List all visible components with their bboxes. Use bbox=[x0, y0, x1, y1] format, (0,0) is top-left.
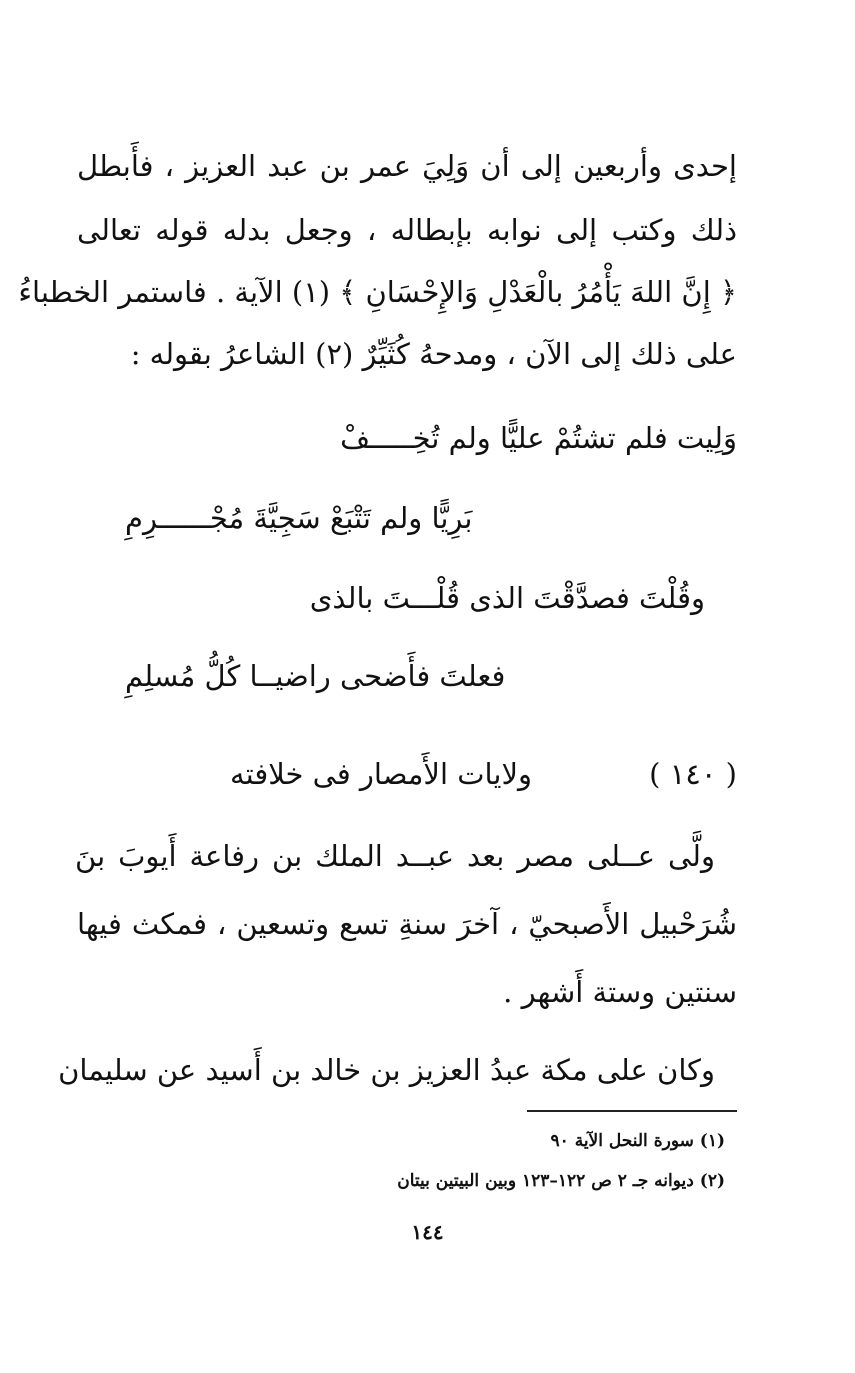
section-number: ( ١٤٠ ) bbox=[649, 757, 737, 791]
para1-line-4: على ذلك إلى الآن ، ومدحهُ كُثَيِّرٌ (٢) الشاعرُ بقوله : bbox=[130, 337, 737, 371]
para2-line-2: شُرَحْبيل الأَصبحيّ ، آخرَ سنةِ تسع وتسعين ، فمكث فيها bbox=[77, 907, 737, 941]
para2-line-3: سنتين وستة أَشهر . bbox=[503, 975, 737, 1009]
para1-line-1: إحدى وأربعين إلى أن وَلِيَ عمر بن عبد العزيز ، فأَبطل bbox=[77, 149, 737, 183]
footnote-1: (١) سورة النحل الآية ٩٠ bbox=[550, 1131, 725, 1151]
para2-line-1: ولَّى عــلى مصر بعد عبــد الملك بن رفاعة أَيوبَ بنَ bbox=[75, 839, 715, 873]
para3-line-1: وكان على مكة عبدُ العزيز بن خالد بن أَسيد عن سليمان bbox=[58, 1053, 715, 1087]
para1-line-3: ﴿ إِنَّ اللهَ يَأْمُرُ بالْعَدْلِ وَالإِحْسَانِ ﴾ (١) الآية . فاستمر الخطباءُ bbox=[18, 275, 737, 309]
poem-line-1: وَلِيت فلم تشتُمْ عليًّا ولم تُخِـــــفْ bbox=[340, 421, 737, 455]
poem-line-4: فعلتَ فأَضحى راضيــا كُلُّ مُسلِمِ bbox=[125, 659, 506, 693]
footnote-2: (٢) ديوانه جـ ٢ ص ١٢٢–١٢٣ وبين البيتين بيتان bbox=[397, 1171, 725, 1191]
section-title: ولايات الأَمصار فى خلافته bbox=[230, 757, 532, 791]
para1-line-2: ذلك وكتب إلى نوابه بإبطاله ، وجعل بدله قوله تعالى bbox=[77, 213, 737, 247]
section-heading bbox=[117, 752, 737, 796]
page-number: ١٤٤ bbox=[411, 1220, 444, 1244]
poem-line-3: وقُلْتَ فصدَّقْتَ الذى قُلْـــتَ بالذى bbox=[309, 581, 705, 615]
poem-line-2: بَرِيًّا ولم تَتْبَعْ سَجِيَّةَ مُجْــــــرِمِ bbox=[125, 501, 473, 535]
footnote-divider bbox=[527, 1110, 737, 1112]
